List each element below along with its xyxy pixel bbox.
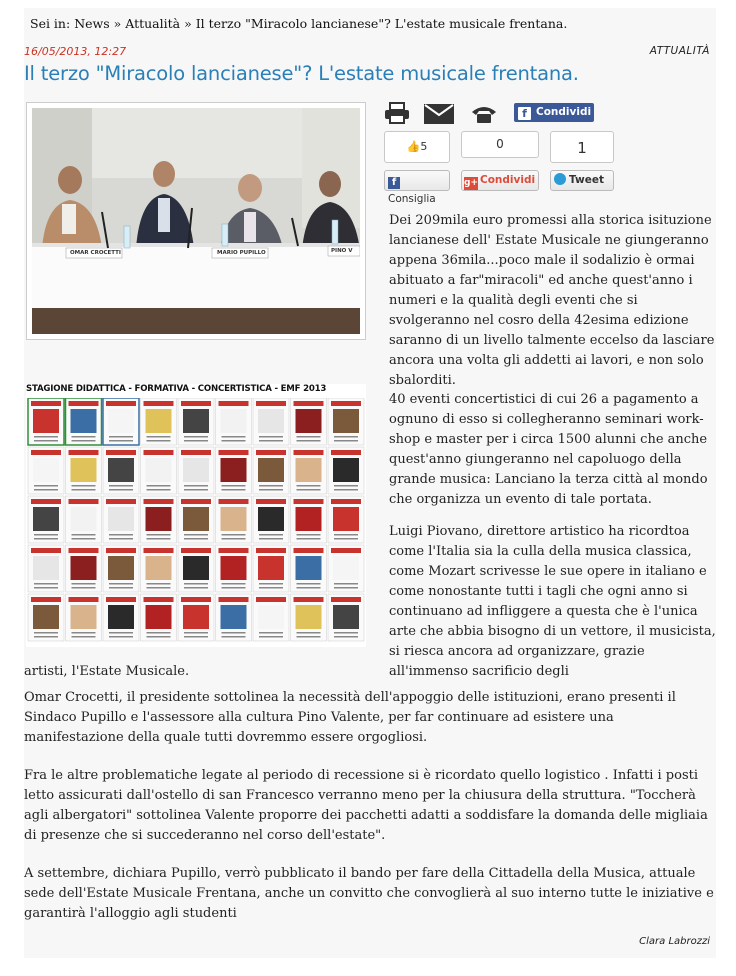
poster-thumbnail: [28, 594, 64, 641]
poster-thumbnail: [253, 496, 289, 543]
breadcrumb-current: Il terzo "Miracolo lancianese"? L'estate musicale frentana.: [195, 16, 568, 31]
poster-thumbnail: [141, 594, 177, 641]
poster-thumbnail: [103, 545, 139, 592]
poster-thumbnail: [253, 398, 289, 445]
facebook-icon: f: [518, 107, 531, 120]
facebook-recommend-label: Consiglia: [388, 193, 436, 205]
article-section[interactable]: ATTUALITÀ: [649, 45, 710, 57]
like-counter: [384, 131, 450, 163]
poster-thumbnail: [178, 447, 214, 494]
thumbs-up-icon: 👍: [406, 140, 421, 153]
poster-thumbnail: [216, 447, 252, 494]
tweet-count: 1: [577, 139, 587, 157]
poster-thumbnail: [141, 447, 177, 494]
poster-thumbnail: [216, 594, 252, 641]
poster-thumbnail: [216, 545, 252, 592]
poster-title: STAGIONE DIDATTICA - FORMATIVA - CONCERTISTICA - EMF 2013: [26, 384, 327, 394]
facebook-share-label: Condividi: [536, 106, 592, 118]
poster-thumbnail: [28, 447, 64, 494]
nameplate-valente: PINO V: [331, 248, 353, 254]
phone-icon[interactable]: [470, 104, 498, 124]
facebook-recommend-button[interactable]: [384, 170, 450, 205]
email-icon[interactable]: [424, 104, 454, 124]
poster-thumbnail: [291, 594, 327, 641]
poster-thumbnail: [28, 398, 64, 445]
gplus-icon: g+: [464, 178, 478, 188]
poster-thumbnail: [141, 496, 177, 543]
poster-thumbnail: [28, 545, 64, 592]
poster-thumbnail: [66, 398, 102, 445]
poster-thumbnail: [141, 398, 177, 445]
poster-thumbnail: [178, 496, 214, 543]
paragraph-3: Luigi Piovano, direttore artistico ha ricordtoa come l'Italia sia la culla della musica classica, come Mozart scrivesse le sue opere in italiano e come nonostante tutti i tagli che ogni anno si continuano ad infliggere a questa che è l'unica arte che abbia bisogno di un vettore, il musicista, si riesca ancora ad organizzare, grazie all'immenso sacrificio degli: [389, 524, 716, 679]
poster-thumbnail: [253, 545, 289, 592]
poster-thumbnail: [66, 496, 102, 543]
breadcrumb: [30, 16, 567, 31]
breadcrumb-separator: »: [113, 16, 122, 31]
breadcrumb-separator: »: [184, 16, 192, 31]
paragraph-6: A settembre, dichiara Pupillo, verrò pubblicato il bando per fare della Cittadella della Musica, attuale sede dell'Estate Musicale Frentana, anche un convitto che convoglierà al suo interno tutte le iniziative e garantirà l'alloggio agli studenti: [24, 866, 714, 921]
article-date: 16/05/2013, 12:27: [24, 45, 127, 58]
gplus-share-button[interactable]: [461, 170, 539, 191]
poster-thumbnail: [141, 545, 177, 592]
poster-thumbnail: [253, 447, 289, 494]
poster-thumbnail: [178, 398, 214, 445]
paragraph-2: 40 eventi concertistici di cui 26 a pagamento a ognuno di esso si collegheranno seminari work-shop e master per i circa 1500 alunni che anche quest'anno giungeranno nel capoluogo della grande musica: Lanciano la terza città al mondo che organizza un evento di tale portata.: [389, 392, 708, 507]
poster-thumbnail: [66, 545, 102, 592]
poster-thumbnail: [291, 496, 327, 543]
season-poster-image: [26, 384, 366, 647]
paragraph-1: Dei 209mila euro promessi alla storica isituzione lancianese dell' Estate Musicale ne giungeranno appena 36mila...poco male il sodalizio è ormai abituato a far"miracoli" ed anche quest'anno i numeri e la qualità degli eventi che si svolgeranno nel cosro della 42esima edizione saranno di un livello talmente eccelso da lasciare ancora una volta gli addetti ai lavori, e non solo sbalorditi.: [389, 213, 715, 388]
twitter-bird-icon: [554, 173, 566, 185]
poster-thumbnail: [178, 594, 214, 641]
gplus-counter: [461, 131, 539, 158]
nameplate-pupillo: MARIO PUPILLO: [217, 250, 266, 256]
article-page: [24, 8, 716, 958]
tweet-counter: [550, 131, 614, 163]
poster-thumbnail: [178, 545, 214, 592]
poster-thumbnail: [328, 594, 364, 641]
poster-thumbnail: [328, 496, 364, 543]
gplus-count: 0: [496, 137, 504, 151]
paragraph-4: Omar Crocetti, il presidente sottolinea la necessità dell'appoggio delle istituzioni, erano presenti il Sindaco Pupillo e l'assessore alla cultura Pino Valente, per far continuare ad esistere una manifestazione della quale tutti dovremmo essere orgogliosi.: [24, 690, 676, 745]
gplus-share-label: Condividi: [480, 174, 536, 186]
breadcrumb-prefix: Sei in:: [30, 16, 71, 31]
poster-thumbnail: [103, 594, 139, 641]
poster-thumbnail: [328, 447, 364, 494]
breadcrumb-attualita-link[interactable]: Attualità: [125, 16, 181, 31]
poster-thumbnail: [328, 545, 364, 592]
poster-thumbnail: [103, 398, 139, 445]
tweet-label: Tweet: [569, 174, 604, 186]
facebook-icon: f: [388, 177, 400, 189]
poster-thumbnail: [66, 447, 102, 494]
paragraph-3-end: artisti, l'Estate Musicale.: [24, 664, 190, 679]
poster-thumbnail: [291, 398, 327, 445]
poster-thumbnail: [328, 398, 364, 445]
poster-thumbnail: [103, 496, 139, 543]
poster-thumbnail: [216, 496, 252, 543]
facebook-share-button[interactable]: [514, 103, 594, 122]
poster-thumbnail: [291, 545, 327, 592]
paragraph-5: Fra le altre problematiche legate al periodo di recessione si è ricordato quello logistico . Infatti i posti letto assicurati dall'ostello di san Francesco verranno meno per la chiusura della struttura. "Toccherà agli albergatori" sottolinea Valente proporre dei pacchetti adatti a soddisfare la domanda delle migliaia di presenze che si succederanno nel corso dell'estate".: [24, 768, 708, 843]
poster-thumbnail: [66, 594, 102, 641]
poster-thumbnail: [291, 447, 327, 494]
poster-thumbnail: [103, 447, 139, 494]
poster-thumbnail: [216, 398, 252, 445]
tweet-button[interactable]: [550, 170, 614, 191]
author-signature: Clara Labrozzi: [639, 936, 710, 947]
like-count: 5: [420, 140, 428, 153]
breadcrumb-news-link[interactable]: News: [74, 16, 110, 31]
poster-thumbnail: [28, 496, 64, 543]
print-icon[interactable]: [384, 102, 410, 124]
poster-thumbnail: [253, 594, 289, 641]
article-title: Il terzo "Miracolo lancianese"? L'estate musicale frentana.: [24, 62, 579, 85]
poster-thumbnail-grid: [26, 398, 366, 644]
press-conference-photo: [26, 102, 366, 340]
nameplate-crocetti: OMAR CROCETTI: [70, 250, 121, 256]
